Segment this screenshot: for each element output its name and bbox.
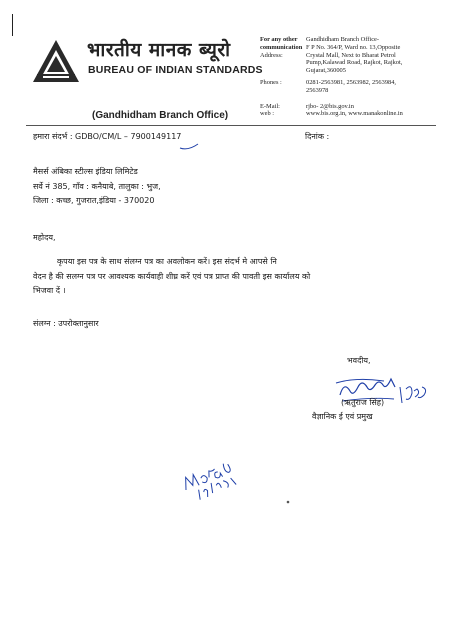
ink-tick-mark <box>178 142 200 152</box>
address-row <box>260 52 445 60</box>
phones-value: 0281-2563981, 2563982, 2563984, <box>306 78 396 86</box>
closing: भवदीय, <box>347 356 371 365</box>
letter-body <box>33 255 443 299</box>
address-key: For any other <box>260 36 298 43</box>
reference-number: हमारा संदर्भ : GDBO/CM/L – 7900149117 <box>33 132 182 141</box>
address-key <box>260 59 306 67</box>
address-key: communication <box>260 43 303 51</box>
address-key <box>260 87 306 95</box>
body-line: भिजवा दें । <box>33 286 66 295</box>
signer-designation: वैज्ञानिक ई एवं प्रमुख <box>312 412 373 421</box>
address-row <box>260 87 445 95</box>
recipient-line: मैसर्स अंबिका स्टील्स इंडिया लिमिटेड <box>33 167 138 176</box>
address-row <box>260 103 445 111</box>
body-line: कृपया इस पत्र के साथ संलग्न पत्र का अवलोकन करें। इस संदर्भ मे आपसे नि <box>57 257 277 266</box>
margin-line <box>12 14 13 36</box>
date-label: दिनांक : <box>305 132 330 141</box>
salutation: महोदय, <box>33 233 56 242</box>
address-row <box>260 67 445 75</box>
email-label: E-Mail: <box>260 102 280 110</box>
address-value: F P No. 364/P, Ward no. 13,Opposite <box>306 43 401 51</box>
org-name-english: BUREAU OF INDIAN STANDARDS <box>88 64 263 76</box>
body-line: वेदन है की सलग्न पत्र पर आवश्यक कार्यवाही शीघ्र करें एवं पत्र प्राप्त की पावती इस कार्यालय को <box>33 271 311 281</box>
org-name-hindi: भारतीय मानक ब्यूरो <box>87 39 231 61</box>
signer-name: (ऋतुराज सिंह) <box>341 398 385 407</box>
address-key: Address: <box>260 51 283 59</box>
enclosure-note: संलग्न : उपरोक्तानुसार <box>33 319 99 328</box>
recipient-line: सर्वे नं 385, गाँव : कनैयाबे, तालुका : भुज, <box>33 181 161 191</box>
address-row <box>260 110 445 118</box>
recipient-address <box>33 165 161 209</box>
address-value: Gujarat,360005 <box>306 67 346 75</box>
address-value: Pump,Kalawad Road, Rajkot, Rajkot, <box>306 59 403 67</box>
address-row <box>260 44 445 52</box>
address-value: Crystal Mall, Next to Bharat Petrol <box>306 51 396 59</box>
ink-dot <box>286 489 290 493</box>
branch-name: (Gandhidham Branch Office) <box>92 110 229 121</box>
handwritten-note <box>173 455 248 500</box>
web-label: web : <box>260 110 275 118</box>
web-value: www.bis.org.in, www.manakonline.in <box>306 110 403 118</box>
address-key <box>260 67 306 75</box>
bis-logo <box>31 38 81 86</box>
address-value: Gandhidham Branch Office- <box>306 36 379 43</box>
header-divider <box>26 125 436 126</box>
email-value: rjbo- 2@bis.gov.in <box>306 102 354 110</box>
address-row <box>260 79 445 87</box>
address-row <box>260 59 445 67</box>
address-row <box>260 36 445 44</box>
phones-value: 2563978 <box>306 86 329 94</box>
recipient-line: जिला : कच्छ, गुजरात,इंडिया - 370020 <box>33 196 155 205</box>
address-block <box>260 36 445 118</box>
phones-label: Phones : <box>260 78 282 86</box>
